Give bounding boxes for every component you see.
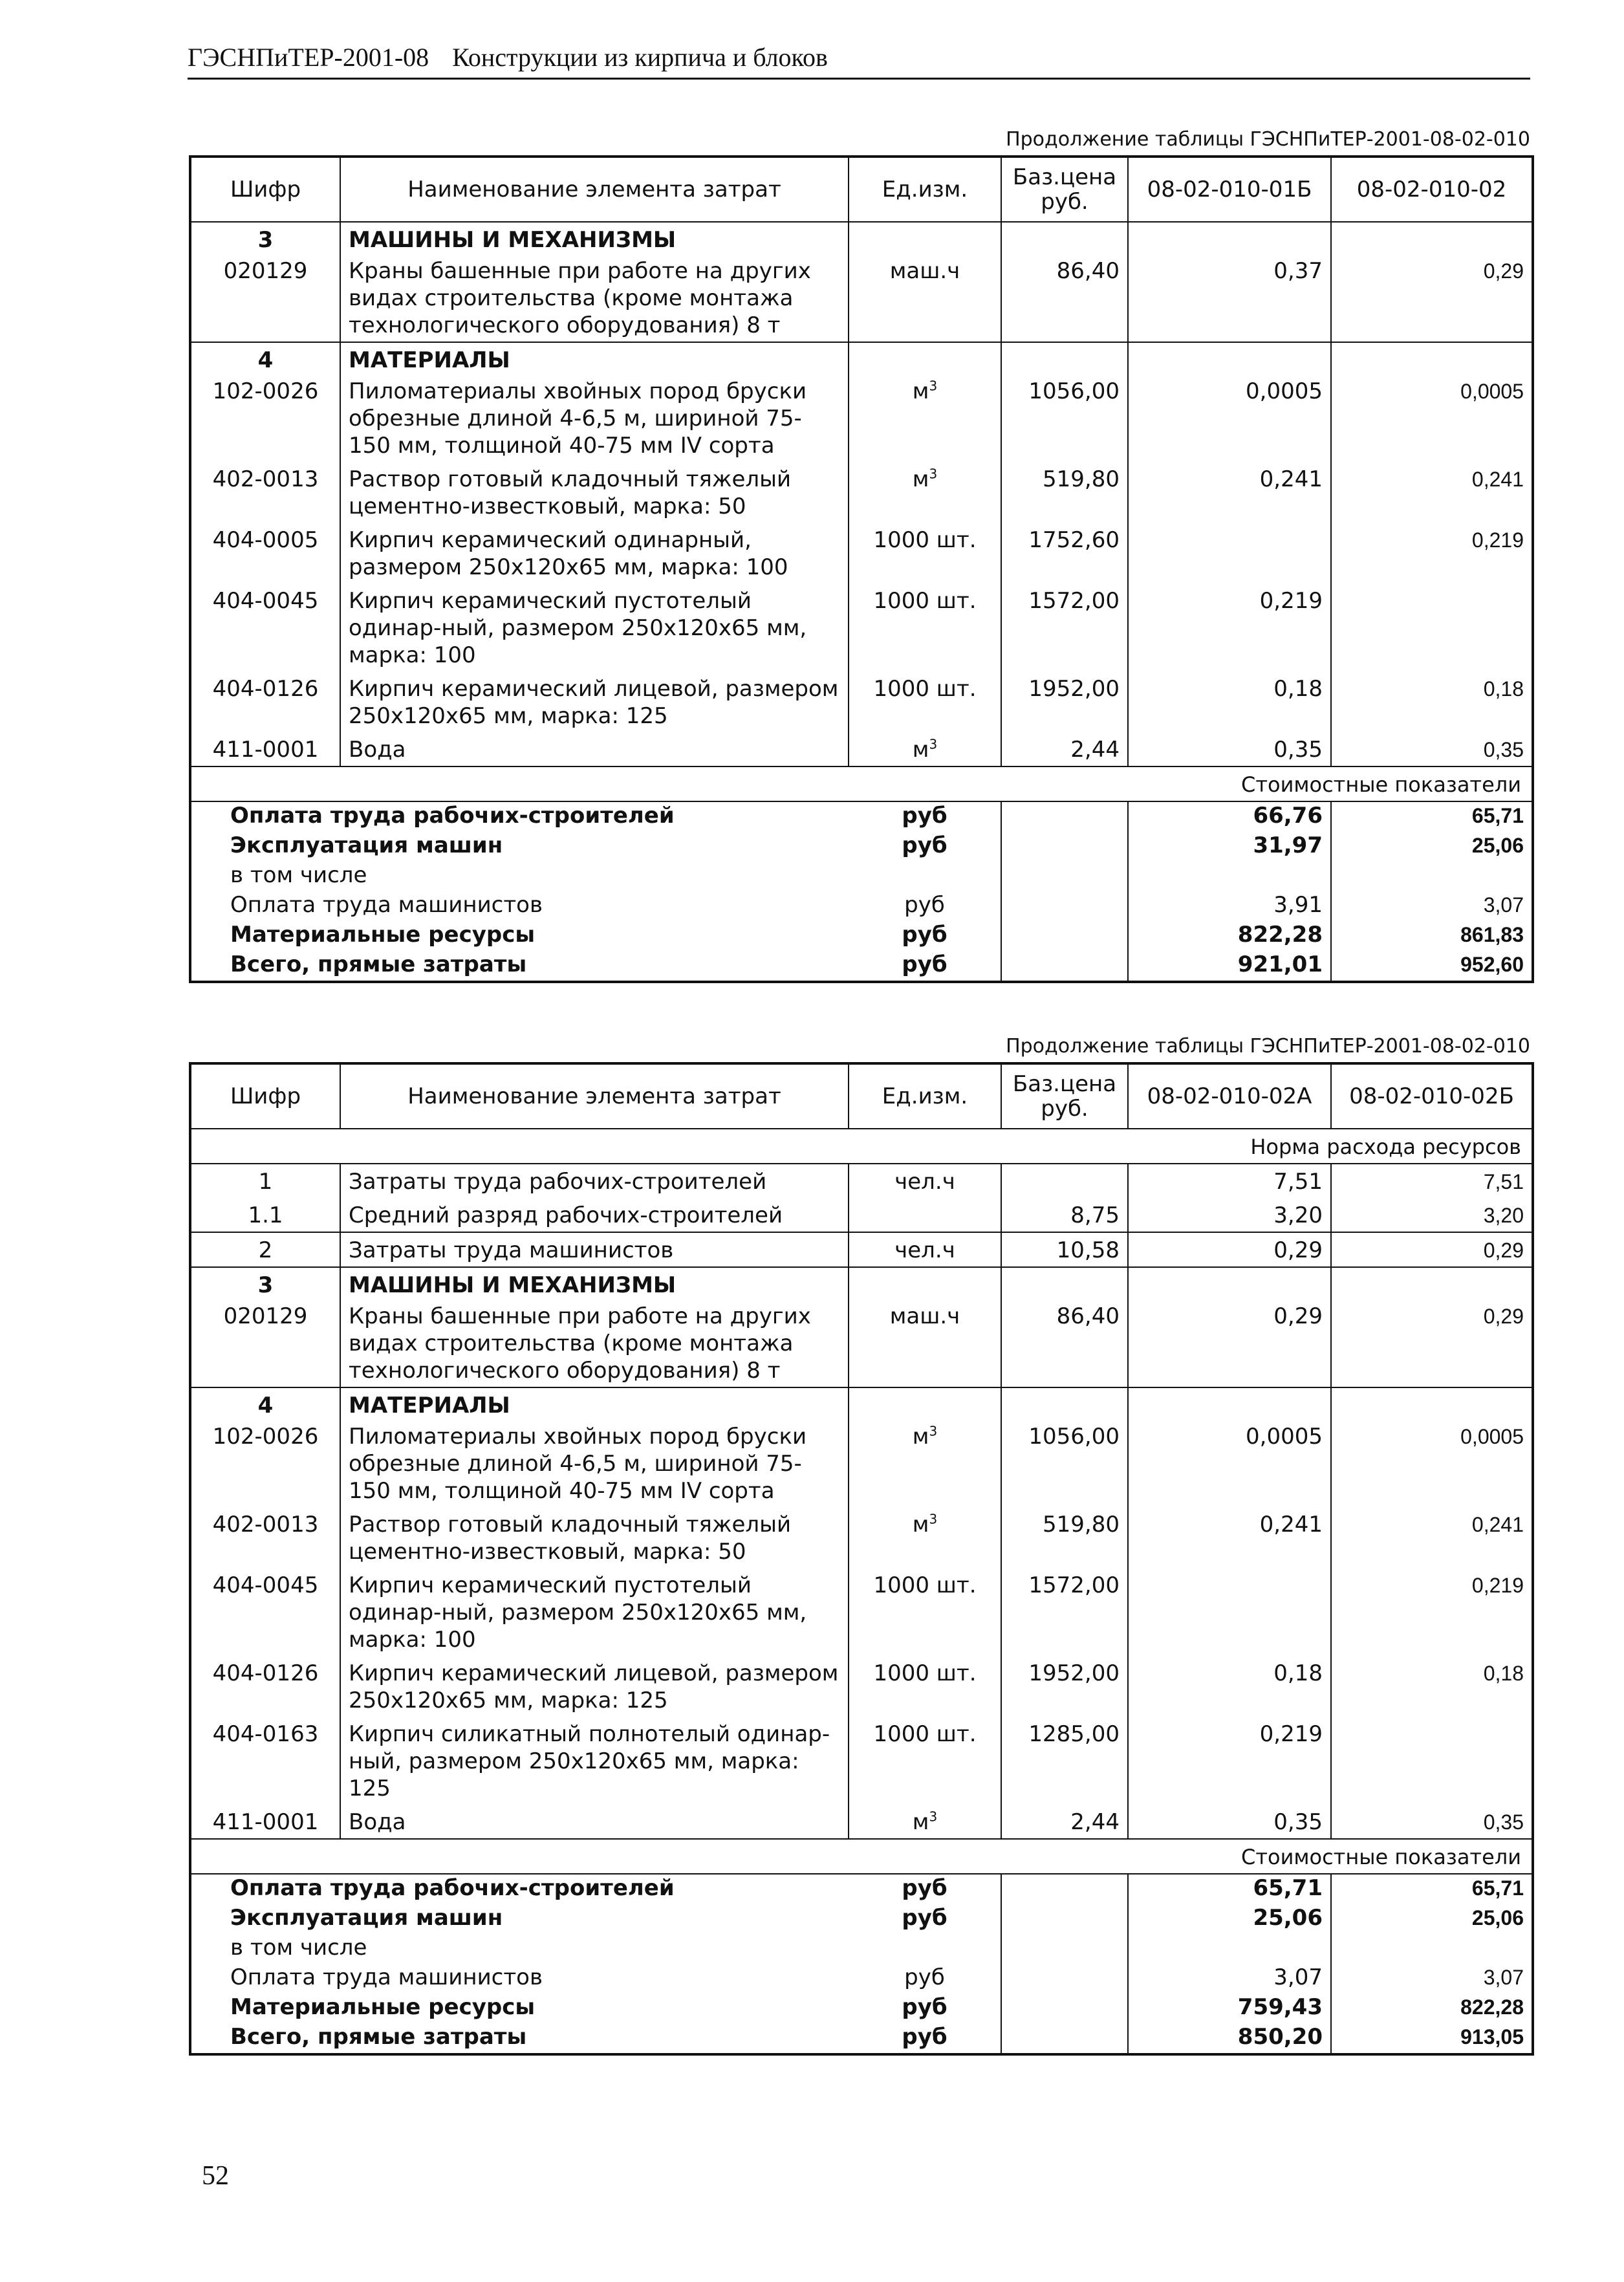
table-row: 020129 Краны башенные при работе на других видах строительства (кроме монтажа технологического оборудования) 8 т маш.ч 86,40 0,37 0,29 [190, 254, 1533, 342]
table-row: 102-0026 Пиломатериалы хвойных пород бруски обрезные длиной 4-6,5 м, шириной 75-150 мм, толщиной 40-75 мм IV сорта $м^3$ 1056,00 0,0005 0,0005 [190, 374, 1533, 462]
col-base-header: Баз.цена руб. [1001, 157, 1128, 222]
col-v2-header: 08-02-010-02 [1331, 157, 1533, 222]
table-row: 404-0126 Кирпич керамический лицевой, размером 250х120х65 мм, марка: 125 1000 шт. 1952,00 0,18 0,18 [190, 1656, 1533, 1717]
col-v2-header: 08-02-010-02Б [1331, 1063, 1533, 1129]
col-code-header: Шифр [190, 157, 340, 222]
total-row: Всего, прямые затраты руб 850,20 913,05 [190, 2023, 1533, 2054]
band-row [190, 1839, 1533, 1874]
col-unit-header: Ед.изм. [849, 1063, 1001, 1129]
band-row [190, 1129, 1533, 1164]
table-row: 411-0001 Вода $м^3$ 2,44 0,35 0,35 [190, 1805, 1533, 1839]
table-row: 404-0005 Кирпич керамический одинарный, размером 250х120х65 мм, марка: 100 1000 шт. 1752,60 0,219 [190, 523, 1533, 583]
table-row: 2 Затраты труда машинистов чел.ч 10,58 0,29 0,29 [190, 1232, 1533, 1267]
total-row: Оплата труда рабочих-строителей руб 66,76 65,71 [190, 801, 1533, 832]
table-row: 404-0163 Кирпич силикатный полнотелый одинар-ный, размером 250х120х65 мм, марка: 125 1000 шт. 1285,00 0,219 [190, 1717, 1533, 1805]
table1 [189, 155, 1534, 983]
table-row: 402-0013 Раствор готовый кладочный тяжелый цементно-известковый, марка: 50 $м^3$ 519,80 0,241 0,241 [190, 1507, 1533, 1568]
table2 [189, 1062, 1534, 2056]
col-code-header: Шифр [190, 1063, 340, 1129]
table-row: 1 Затраты труда рабочих-строителей чел.ч 7,51 7,51 [190, 1164, 1533, 1198]
table-row: 404-0045 Кирпич керамический пустотелый одинар-ный, размером 250х120х65 мм, марка: 100 1000 шт. 1572,00 0,219 [190, 1568, 1533, 1656]
total-row: Материальные ресурсы руб 759,43 822,28 [190, 1994, 1533, 2023]
table-row: 411-0001 Вода $м^3$ 2,44 0,35 0,35 [190, 732, 1533, 766]
col-v1-header: 08-02-010-02А [1128, 1063, 1331, 1129]
total-row: Оплата труда машинистов руб 3,07 3,07 [190, 1964, 1533, 1994]
table2-header-row [190, 1063, 1533, 1129]
total-row: Оплата труда машинистов руб 3,91 3,07 [190, 891, 1533, 921]
table-row: 020129 Краны башенные при работе на других видах строительства (кроме монтажа технологического оборудования) 8 т маш.ч 86,40 0,29 0,29 [190, 1299, 1533, 1387]
page-number: 52 [202, 2161, 229, 2191]
total-row: Оплата труда рабочих-строителей руб 65,71 65,71 [190, 1874, 1533, 1904]
header-code: ГЭСНПиТЕР-2001-08 [188, 43, 429, 72]
table2-caption: Продолжение таблицы ГЭСНПиТЕР-2001-08-02-010 [1006, 1035, 1530, 1058]
total-row: Всего, прямые затраты руб 921,01 952,60 [190, 951, 1533, 982]
col-name-header: Наименование элемента затрат [340, 1063, 849, 1129]
band-label: Стоимостные показатели [190, 1839, 1533, 1874]
col-unit-header: Ед.изм. [849, 157, 1001, 222]
col-v1-header: 08-02-010-01Б [1128, 157, 1331, 222]
section-row: 4 МАТЕРИАЛЫ [190, 1387, 1533, 1419]
table-row: 102-0026 Пиломатериалы хвойных пород бруски обрезные длиной 4-6,5 м, шириной 75-150 мм, толщиной 40-75 мм IV сорта $м^3$ 1056,00 0,0005 0,0005 [190, 1419, 1533, 1507]
total-row: Эксплуатация машин руб 25,06 25,06 [190, 1904, 1533, 1934]
band-row [190, 766, 1533, 801]
band-label: Норма расхода ресурсов [190, 1129, 1533, 1164]
table-row: 404-0126 Кирпич керамический лицевой, размером 250х120х65 мм, марка: 125 1000 шт. 1952,00 0,18 0,18 [190, 671, 1533, 732]
total-row: в том числе [190, 862, 1533, 891]
col-name-header: Наименование элемента затрат [340, 157, 849, 222]
total-row: Эксплуатация машин руб 31,97 25,06 [190, 832, 1533, 862]
col-base-header: Баз.цена руб. [1001, 1063, 1128, 1129]
total-row: в том числе [190, 1934, 1533, 1964]
total-row: Материальные ресурсы руб 822,28 861,83 [190, 921, 1533, 951]
section-row: 3 МАШИНЫ И МЕХАНИЗМЫ [190, 222, 1533, 254]
table1-header-row [190, 157, 1533, 222]
section-row: 3 МАШИНЫ И МЕХАНИЗМЫ [190, 1267, 1533, 1299]
table-row: 402-0013 Раствор готовый кладочный тяжелый цементно-известковый, марка: 50 $м^3$ 519,80 0,241 0,241 [190, 462, 1533, 523]
header-title: Конструкции из кирпича и блоков [452, 43, 828, 72]
section-row: 4 МАТЕРИАЛЫ [190, 342, 1533, 374]
table1-caption: Продолжение таблицы ГЭСНПиТЕР-2001-08-02-010 [1006, 128, 1530, 151]
table-row: 1.1 Средний разряд рабочих-строителей 8,75 3,20 3,20 [190, 1198, 1533, 1232]
band-label: Стоимостные показатели [190, 766, 1533, 801]
table-row: 404-0045 Кирпич керамический пустотелый одинар-ный, размером 250х120х65 мм, марка: 100 1000 шт. 1572,00 0,219 [190, 583, 1533, 671]
running-header [188, 41, 1530, 80]
